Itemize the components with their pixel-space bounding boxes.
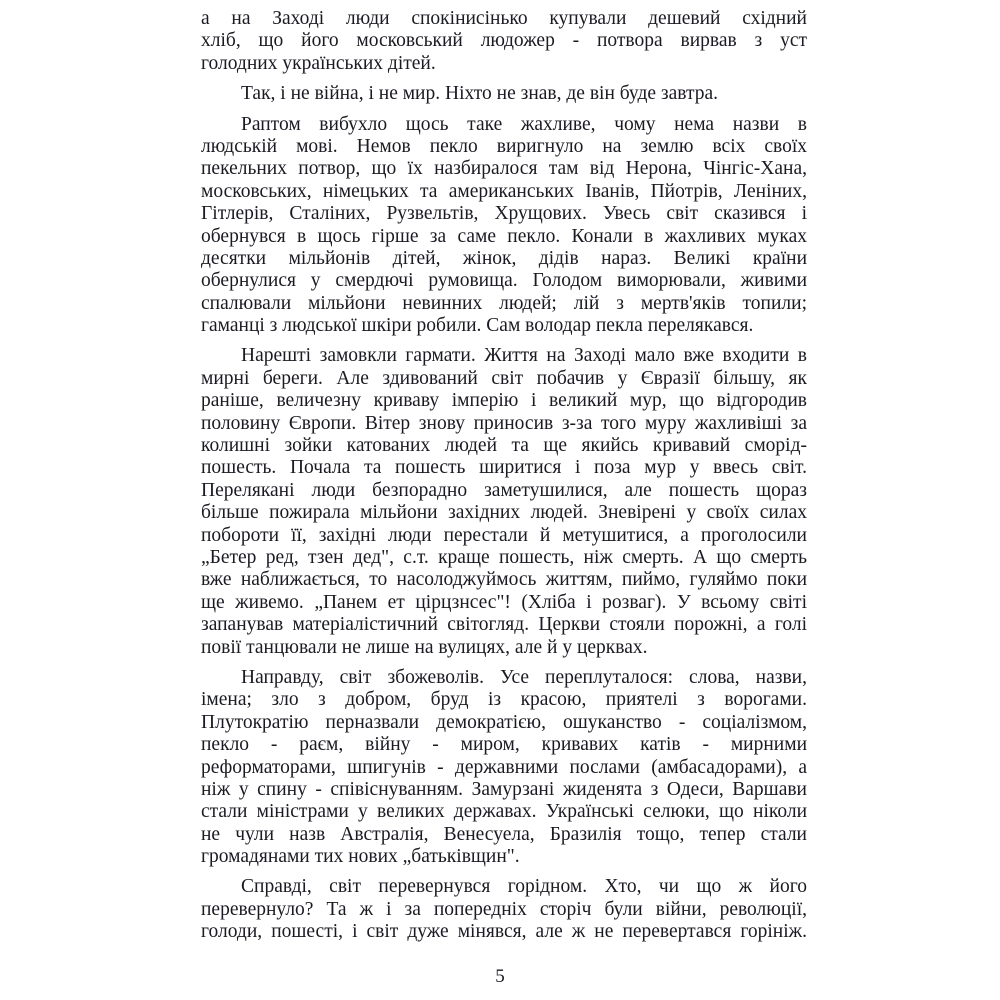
paragraph — [201, 667, 807, 869]
text-line: Гітлерів, Сталіних, Рузвельтів, Хрущових. Увесь світ сказився і — [201, 203, 807, 225]
text-line: а на Заході люди спокінисінько купували дешевий східний — [201, 8, 807, 29]
paragraph-gap — [201, 868, 807, 876]
text-line: мирні береги. Але здивований світ побачив у Євразії більшу, як — [201, 367, 807, 389]
text-line: вже наближається, то насолоджуймось життям, пиймо, гуляймо поки — [201, 569, 807, 591]
text-line: десятки мільйонів дітей, жінок, дідів нараз. Великі країни — [201, 247, 807, 269]
page-number: 5 — [495, 966, 505, 987]
text-line: хліб, що його московський людожер - потвора вирвав з уст — [201, 30, 807, 52]
text-line: пекло - раєм, війну - миром, кривавих катів - мирними — [201, 734, 807, 756]
text-line: більше пожирала мільйони західних людей. Зневірені у своїх силах — [201, 502, 807, 524]
text-line: людській мові. Немов пекло виригнуло на землю всіх своїх — [201, 135, 807, 157]
text-line: раніше, величезну криваву імперію і великий мур, що відгородив — [201, 390, 807, 412]
text-line: Перелякані люди безпорадно заметушилися, але пошесть щораз — [201, 479, 807, 501]
text-line: половину Європи. Вітер знову приносив з-за того муру жахливіші за — [201, 412, 807, 434]
text-line: запанував матеріалістичний світогляд. Церкви стояли порожні, а голі — [201, 614, 807, 636]
text-line: пекельних потвор, що їх назбиралося там від Нерона, Чінгіс-Хана, — [201, 158, 807, 180]
text-line: не чули назв Австралія, Венесуела, Бразилія тощо, тепер стали — [201, 823, 807, 845]
text-line: „Бетер ред, тзен дед", с.т. краще пошесть, ніж смерть. А що смерть — [201, 546, 807, 568]
text-line: голоди, пошесті, і світ дуже мінявся, але ж не перевертався горініж. — [201, 921, 807, 943]
text-line: Раптом вибухло щось таке жахливе, чому нема назви в — [241, 113, 807, 135]
paragraph-gap — [201, 659, 807, 667]
paragraph — [201, 876, 807, 943]
text-line: перевернуло? Та ж і за попередніх сторіч були війни, революції, — [201, 898, 807, 920]
text-line: московських, німецьких та американських Іванів, Пйотрів, Леніних, — [201, 180, 807, 202]
text-line: Так, і не війна, і не мир. Ніхто не знав, де він буде завтра. — [241, 83, 719, 105]
text-line: пошесть. Почала та пошесть ширитися і поза мур у ввесь світ. — [201, 457, 807, 479]
text-line: реформаторами, шпигунів - державними послами (амбасадорами), а — [201, 756, 807, 778]
text-line: ще живемо. „Панем ет цірцзнсес"! (Хліба і розваг). У всьому світі — [201, 591, 807, 613]
text-line: Справді, світ перевернувся горідном. Хто, чи що ж його — [241, 876, 807, 898]
paragraph — [201, 8, 807, 75]
text-line: побороти її, західні люди перестали й метушитися, а проголосили — [201, 524, 807, 546]
text-line: Плутократію перназвали демократією, ошуканство - соціалізмом, — [201, 711, 807, 733]
text-line: обернулися у смердючі румовища. Голодом виморювали, живими — [201, 270, 807, 292]
text-line: спалювали мільйони невинних людей; лій з мертв'яків топили; — [201, 292, 807, 314]
paragraph-gap — [201, 75, 807, 83]
text-line: Нарешті замовкли гармати. Життя на Заході мало вже входити в — [241, 345, 807, 367]
text-line: повії танцювали не лише на вулицях, але й у церквах. — [201, 636, 648, 658]
paragraph-gap — [201, 337, 807, 345]
paragraph-gap — [201, 106, 807, 114]
text-line: ніж у спину - співіснуванням. Замурзані жиденята з Одеси, Варшави — [201, 778, 807, 800]
text-line: колишні зойки катованих людей та ще якийсь кривавий сморід- — [201, 435, 807, 457]
text-line: Направду, світ збожеволів. Усе переплуталося: слова, назви, — [241, 666, 807, 688]
text-line: імена; зло з добром, бруд із красою, приятелі з ворогами. — [201, 689, 807, 711]
body-text — [201, 8, 807, 944]
paragraph — [201, 114, 807, 338]
paragraph — [201, 83, 807, 105]
text-line: голодних українських дітей. — [201, 52, 436, 74]
text-line: обернувся в щось гірше за саме пекло. Конали в жахливих муках — [201, 225, 807, 247]
paragraph — [201, 345, 807, 658]
text-line: стали міністрами у великих державах. Українські селюки, що ніколи — [201, 801, 807, 823]
text-line: гаманці з людської шкіри робили. Сам володар пекла перелякався. — [201, 315, 754, 337]
text-line: громадянами тих нових „батьківщин". — [201, 846, 520, 868]
